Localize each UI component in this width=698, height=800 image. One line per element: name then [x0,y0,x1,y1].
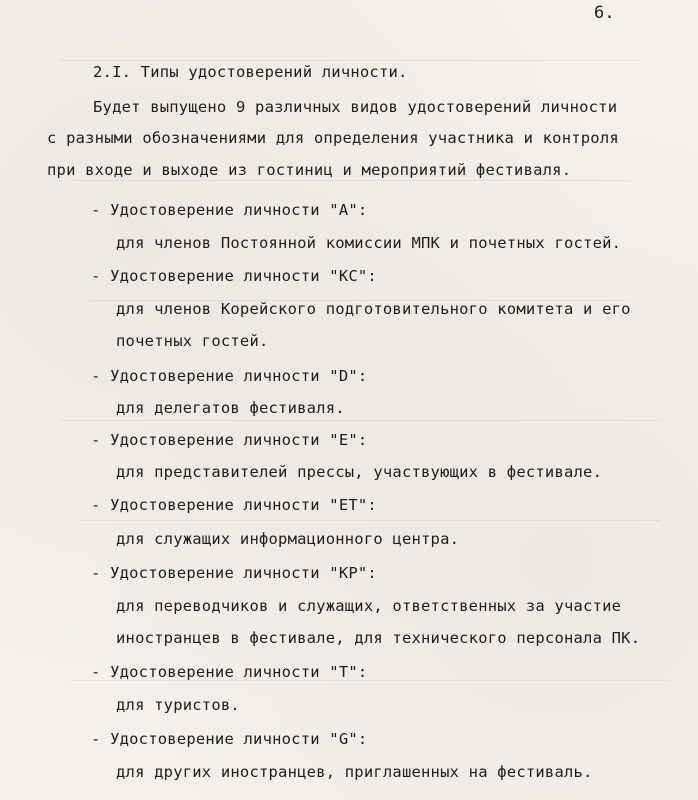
id-type-description: для других иностранцев, приглашенных на фестиваль. [116,763,593,781]
page-number: 6. [594,3,615,23]
id-type-title: - Удостоверение личности "ET": [91,496,377,514]
id-type-description: для туристов. [116,696,240,714]
bleed-through-line [60,60,640,61]
id-type-title: - Удостоверение личности "T": [91,663,368,681]
id-type-title: - Удостоверение личности "КС": [91,267,377,285]
id-type-title: - Удостоверение личности "КР": [91,564,377,582]
id-type-title: - Удостоверение личности "G": [91,730,368,748]
id-type-description: иностранцев в фестивале, для технического персонала ПК. [116,629,641,647]
id-type-title: - Удостоверение личности "D": [91,367,368,385]
bleed-through-line [70,180,630,181]
intro-line: при входе и выходе из гостиниц и мероприятий фестиваля. [47,161,572,179]
id-type-title: - Удостоверение личности "A": [91,201,368,219]
section-title: 2.I. Типы удостоверений личности. [93,63,408,81]
id-type-title: - Удостоверение личности "E": [91,431,368,449]
id-type-description: для делегатов фестиваля. [116,399,345,417]
id-type-description: для переводчиков и служащих, ответственных за участие [116,597,622,615]
bleed-through-line [80,520,660,521]
id-type-description: для членов Корейского подготовительного комитета и его [116,300,631,318]
intro-line: с разными обозначениями для определения участника и контроля [47,129,619,147]
id-type-description: для членов Постоянной комиссии МПК и почетных гостей. [116,234,622,252]
id-type-description: почетных гостей. [116,332,269,350]
id-type-description: для представителей прессы, участвующих в фестивале. [116,463,603,481]
bleed-through-line [60,420,660,421]
id-type-description: для служащих информационного центра. [116,530,460,548]
intro-line: Будет выпущено 9 различных видов удостоверений личности [93,98,618,116]
